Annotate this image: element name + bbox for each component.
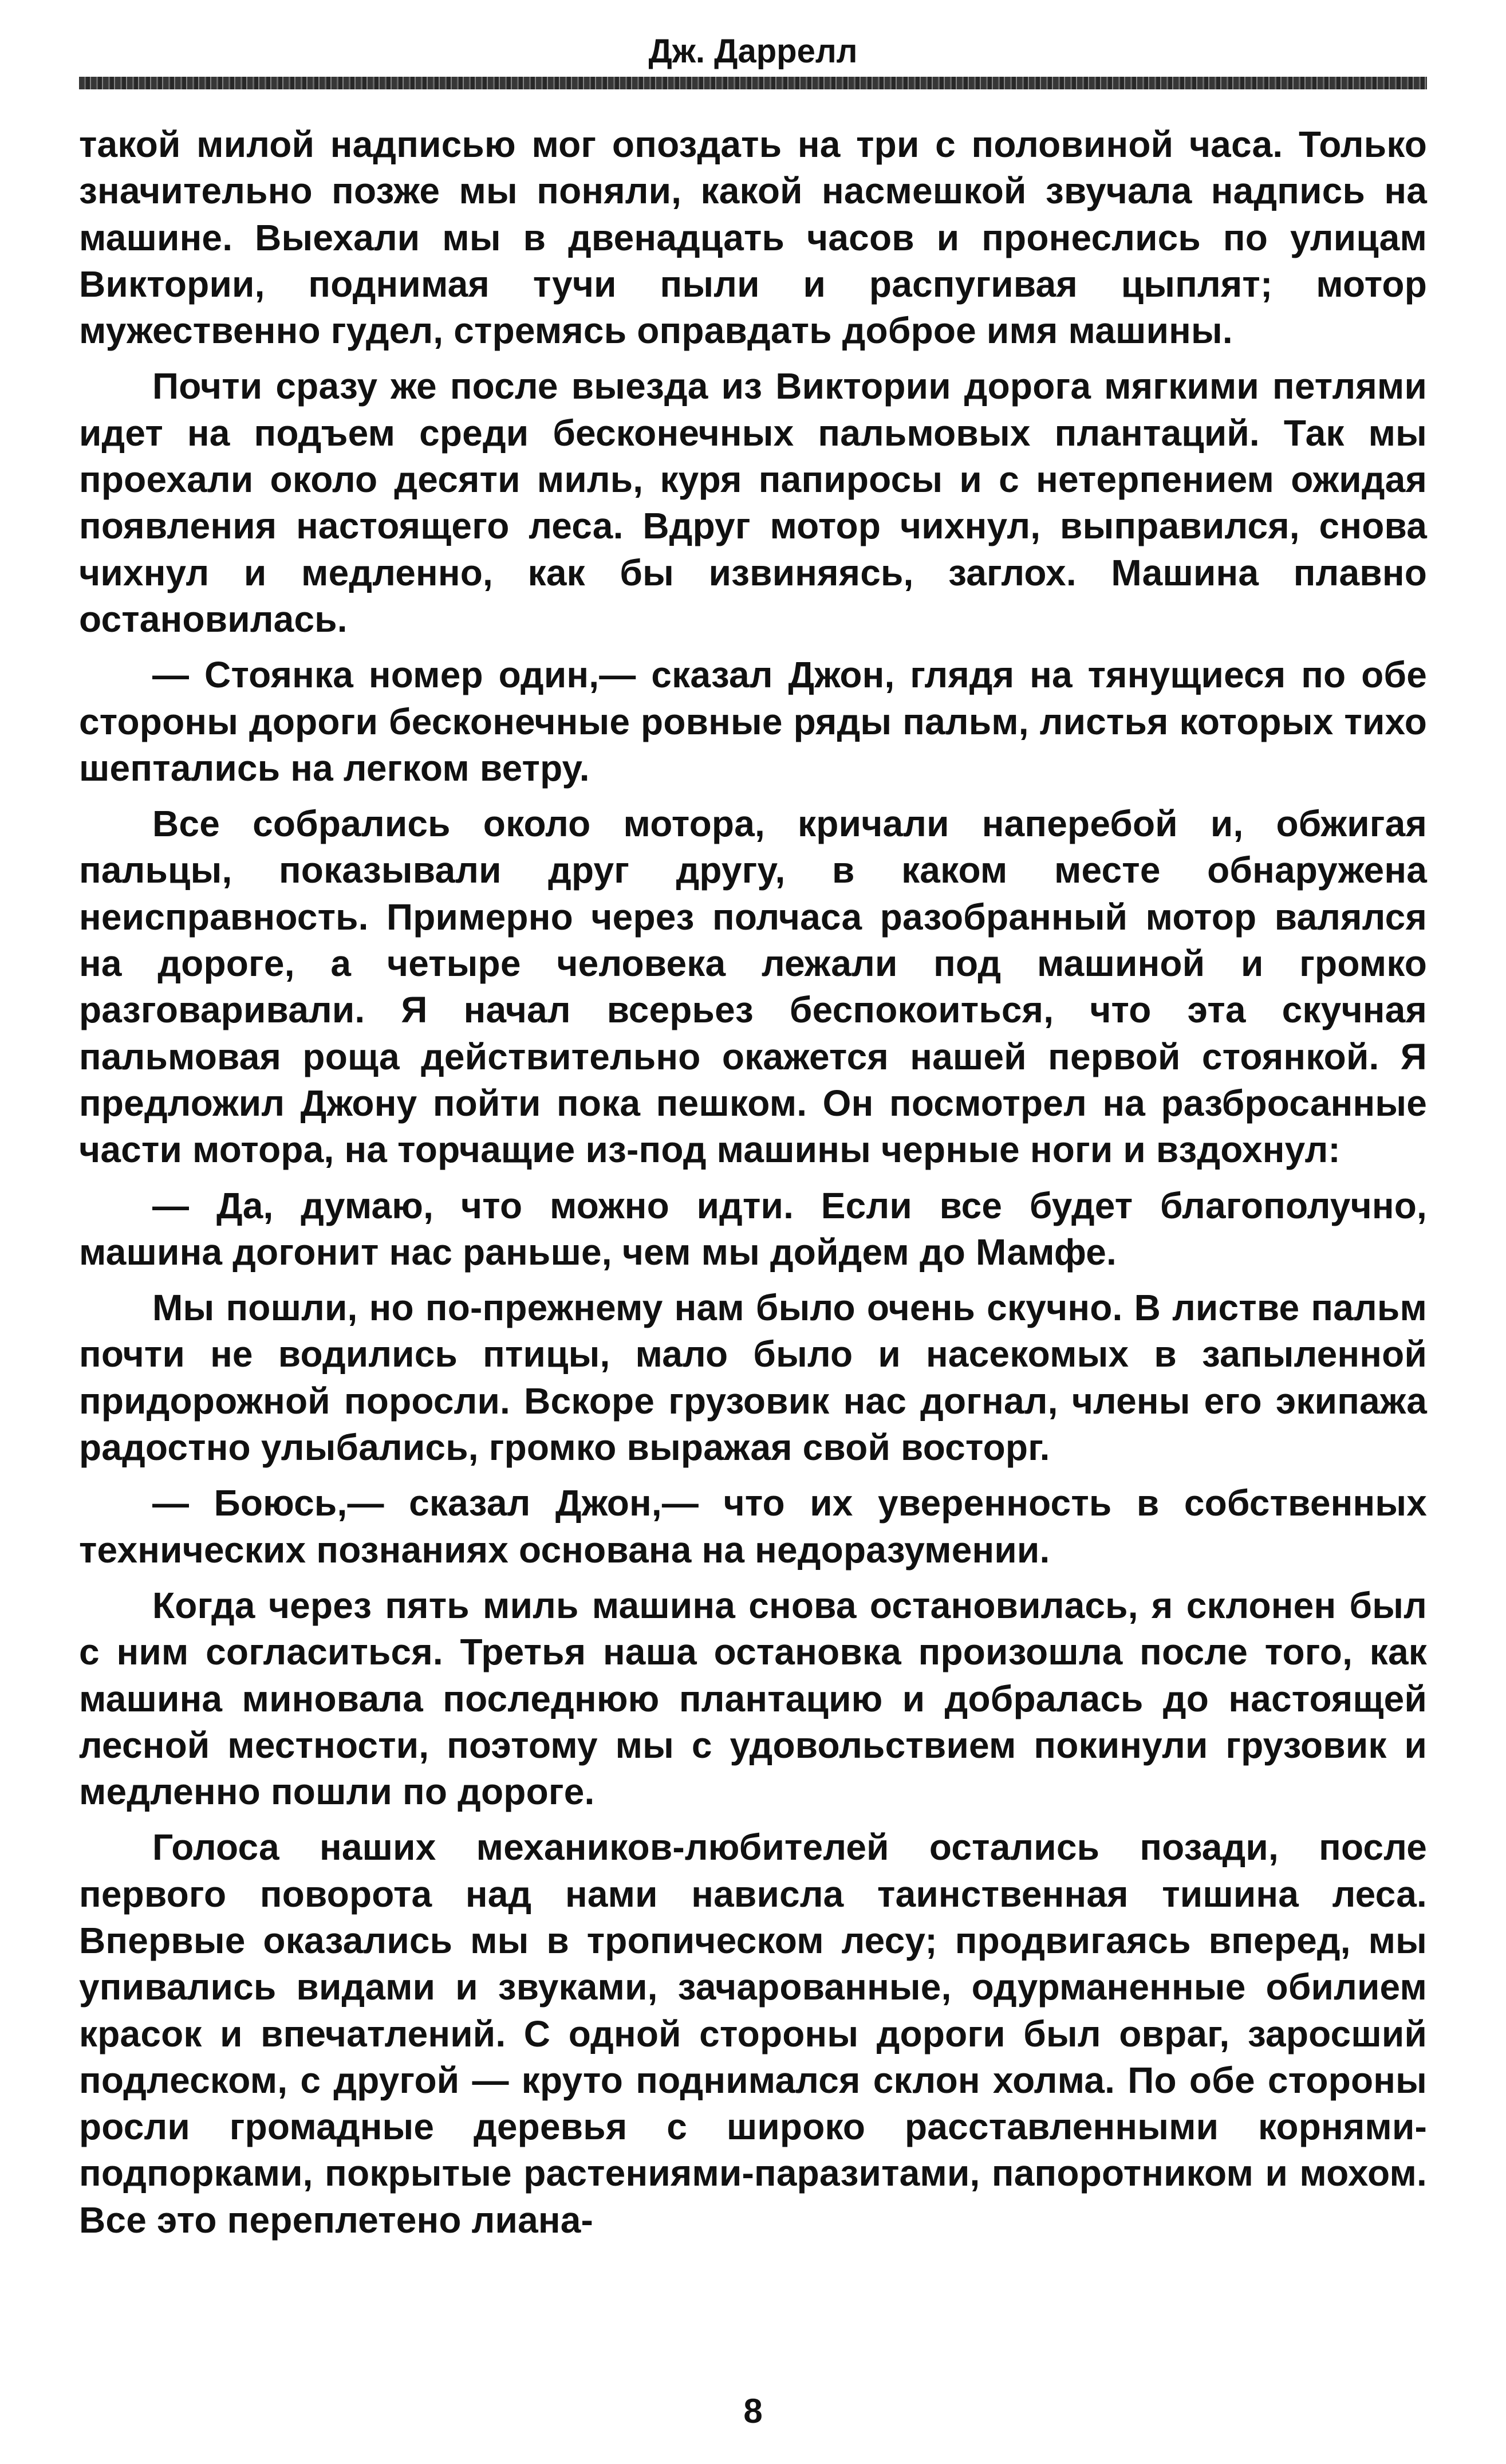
paragraph: — Да, думаю, что можно идти. Если все будет благополучно, машина догонит нас раньше, чем мы дойдем до Мамфе. xyxy=(79,1184,1427,1273)
paragraph: Почти сразу же после выезда из Виктории дорога мягкими петлями идет на подъем среди бесконечных пальмовых плантаций. Так мы проехали около десяти миль, куря папиросы и с нетерпением ожидая появления настоящего леса. Вдруг мотор чихнул, выправился, снова чихнул и медленно, как бы извиняясь, заглох. Машина плавно остановилась. xyxy=(79,365,1427,640)
body-text xyxy=(79,121,1427,2243)
book-page xyxy=(79,29,1427,2434)
paragraph: — Боюсь,— сказал Джон,— что их уверенность в собственных технических познаниях основана на недоразумении. xyxy=(79,1482,1427,1570)
running-head: Дж. Даррелл xyxy=(648,33,858,70)
header-rule xyxy=(79,77,1427,89)
page-number: 8 xyxy=(743,2392,763,2430)
paragraph: Все собрались около мотора, кричали наперебой и, обжигая пальцы, показывали друг другу, в каком месте обнаружена неисправность. Примерно через полчаса разобранный мотор валялся на дороге, а четыре человека лежали под машиной и громко разговаривали. Я начал всерьез беспокоиться, что эта скучная пальмовая роща действительно окажется нашей первой стоянкой. Я предложил Джону пойти пока пешком. Он посмотрел на разбросанные части мотора, на торчащие из-под машины черные ноги и вздохнул: xyxy=(79,803,1427,1171)
paragraph: Голоса наших механиков-любителей остались позади, после первого поворота над нами нависла таинственная тишина леса. Впервые оказались мы в тропическом лесу; продвигаясь вперед, мы упивались видами и звуками, зачарованные, одурманенные обилием красок и впечатлений. С одной стороны дороги был овраг, заросший подлеском, с другой — круто поднимался склон холма. По обе стороны росли громадные деревья с широко расставленными корнями-подпорками, покрытые растениями-паразитами, папоротником и мохом. Все это переплетено лиана- xyxy=(79,1827,1427,2241)
paragraph: Когда через пять миль машина снова остановилась, я склонен был с ним согласиться. Третья наша остановка произошла после того, как машина миновала последнюю плантацию и добралась до настоящей лесной местности, поэтому мы с удовольствием покинули грузовик и медленно пошли по дороге. xyxy=(79,1584,1427,1813)
paragraph: такой милой надписью мог опоздать на три с половиной часа. Только значительно позже мы поняли, какой насмешкой звучала надпись на машине. Выехали мы в двенадцать часов и пронеслись по улицам Виктории, поднимая тучи пыли и распугивая цыплят; мотор мужественно гудел, стремясь оправдать доброе имя машины. xyxy=(79,124,1427,352)
paragraph: Мы пошли, но по-прежнему нам было очень скучно. В листве пальм почти не водились птицы, мало было и насекомых в запыленной придорожной поросли. Вскоре грузовик нас догнал, члены его экипажа радостно улыбались, громко выражая свой восторг. xyxy=(79,1287,1427,1469)
paragraph: — Стоянка номер один,— сказал Джон, глядя на тянущиеся по обе стороны дороги бесконечные ровные ряды пальм, листья которых тихо шептались на легком ветру. xyxy=(79,654,1427,789)
